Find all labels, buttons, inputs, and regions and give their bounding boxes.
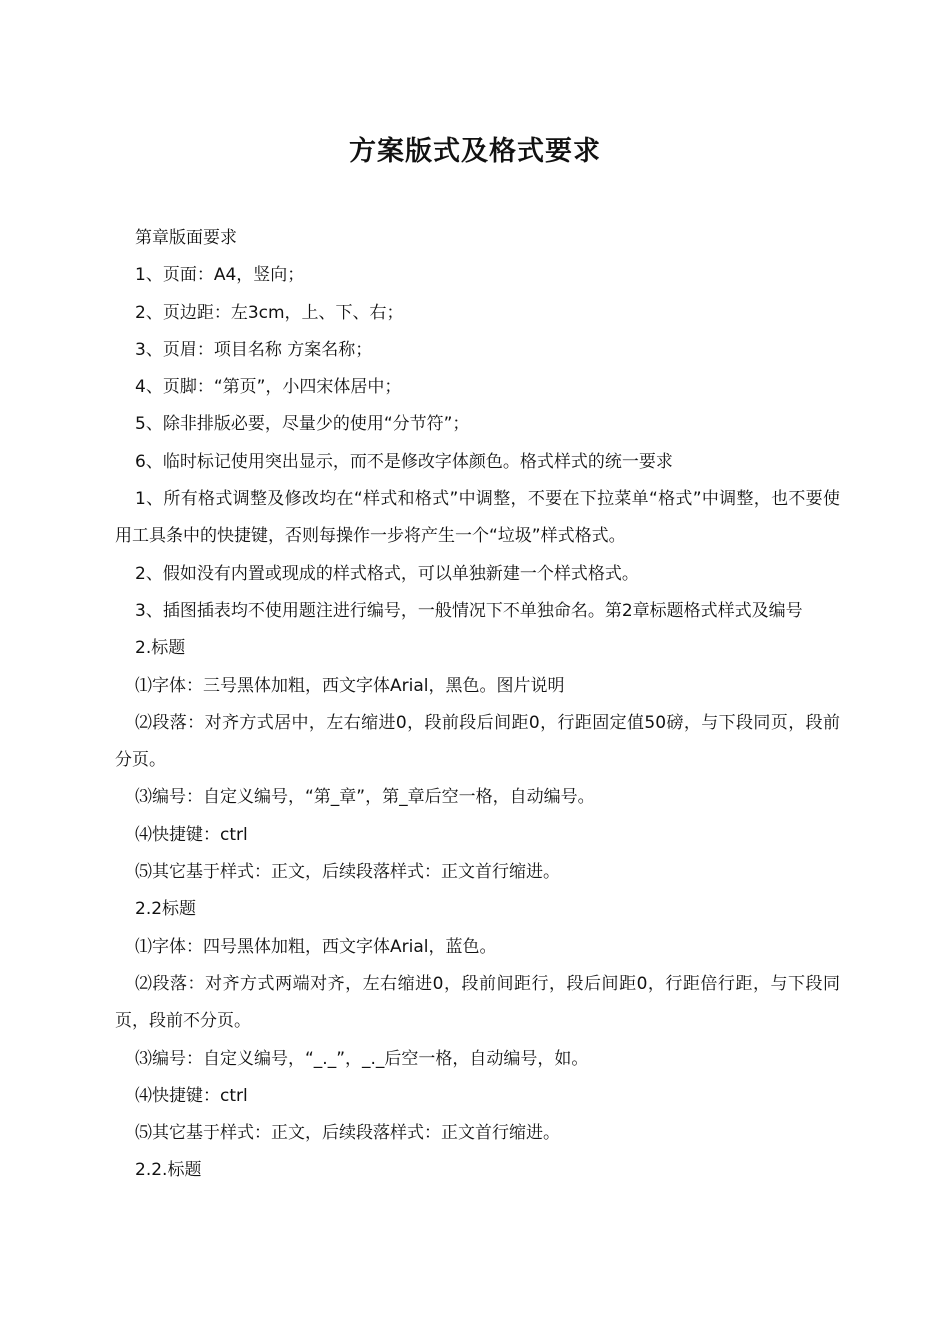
paragraph-h1-numbering: ⑶编号：自定义编号，“第_章”，第_章后空一格，自动编号。 (135, 787, 595, 808)
paragraph-h2-based-on: ⑸其它基于样式：正文，后续段落样式：正文首行缩进。 (135, 1123, 560, 1144)
paragraph-margins: 2、页边距：左3cm，上、下、右； (135, 302, 404, 323)
paragraph-page-size: 1、页面：A4，竖向； (135, 265, 305, 286)
paragraph-h1-font: ⑴字体：三号黑体加粗，西文字体Arial，黑色。图片说明 (135, 675, 565, 696)
heading-level-2: 2.2标题 (135, 899, 197, 920)
heading-level-3: 2.2.标题 (135, 1160, 202, 1181)
document-title: 方案版式及格式要求 (349, 136, 601, 167)
document-body (115, 220, 840, 1190)
paragraph-highlight: 6、临时标记使用突出显示，而不是修改字体颜色。格式样式的统一要求 (135, 451, 673, 472)
paragraph-section-break: 5、除非排版必要，尽量少的使用“分节符”； (135, 414, 470, 435)
paragraph-h2-numbering: ⑶编号：自定义编号，“_._”，_._后空一格，自动编号，如。 (135, 1048, 589, 1069)
paragraph-style-adjust: 1、所有格式调整及修改均在“样式和格式”中调整，不要在下拉菜单“格式”中调整，也不要使用工具条中的快捷键，否则每操作一步将产生一个“垃圾”样式格式。 (115, 489, 840, 547)
paragraph-captions: 3、插图插表均不使用题注进行编号，一般情况下不单独命名。第2章标题格式样式及编号 (135, 600, 803, 621)
heading-level-1: 2.标题 (135, 638, 186, 659)
paragraph-footer: 4、页脚：“第页”，小四宋体居中； (135, 377, 402, 398)
paragraph-h1-paragraph: ⑵段落：对齐方式居中，左右缩进0，段前段后间距0，行距固定值50磅，与下段同页，段前分页。 (115, 712, 840, 771)
paragraph-h2-font: ⑴字体：四号黑体加粗，西文字体Arial，蓝色。 (135, 936, 497, 957)
section-heading-layout: 第章版面要求 (135, 228, 237, 248)
paragraph-h1-shortcut: ⑷快捷键：ctrl (135, 824, 248, 845)
paragraph-new-style: 2、假如没有内置或现成的样式格式，可以单独新建一个样式格式。 (135, 563, 639, 584)
paragraph-h2-shortcut: ⑷快捷键：ctrl (135, 1085, 248, 1106)
paragraph-h2-paragraph: ⑵段落：对齐方式两端对齐，左右缩进0，段前间距行，段后间距0，行距倍行距，与下段同页，段前不分页。 (115, 973, 840, 1032)
paragraph-header: 3、页眉：项目名称 方案名称； (135, 339, 373, 360)
paragraph-h1-based-on: ⑸其它基于样式：正文，后续段落样式：正文首行缩进。 (135, 862, 560, 883)
